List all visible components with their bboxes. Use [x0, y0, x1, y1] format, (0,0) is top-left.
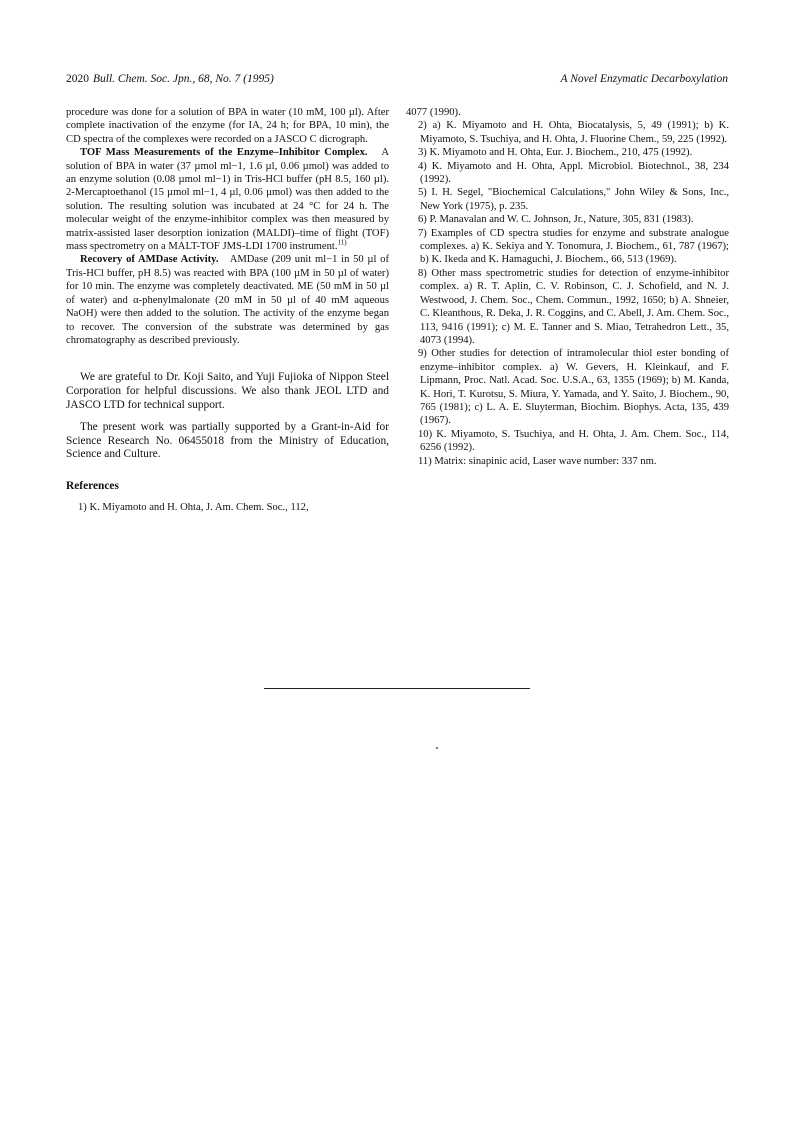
tof-body: A solution of BPA in water (37 µmol ml−1, 1.6 µl, 0.06 µmol) was added to an enzyme solution (0.08 µmol ml−1) in Tris-HCl buffer (pH 8.5, 160 µl). 2-Mercaptoethanol (15 µmol ml−1, 4 µl, 0.06 µmol) was then added to the solution. The resulting solution was incubated at 24 °C for 24 h. The molecular weight of the enzyme-inhibitor complex was then measured by matrix-assisted laser desorption ionization (MALDI)–time of flight (TOF) mass spectrometry on a MALT-TOF JMS-LDI 1700 instrument.	[66, 147, 390, 253]
reference-6: 6) P. Manavalan and W. C. Johnson, Jr., Nature, 305, 831 (1983).	[418, 214, 694, 226]
recovery-body: AMDase (209 unit ml−1 in 50 µl of Tris-HCl buffer, pH 8.5) was reacted with BPA (100 µM in 50 µl of water) for 10 min. The enzyme was completely deactivated. ME (50 mM in 50 µl of water) and α-phenylmalonate (20 mM in 50 µl of 40 mM aqueous NaOH) were then added to the solution. The activity of the enzyme began to recover. The conversion of the substrate was determined by gas chromatography as described previously.	[66, 254, 389, 346]
reference-3: 3) K. Miyamoto and H. Ohta, Eur. J. Biochem., 210, 475 (1992).	[418, 147, 693, 159]
reference-4: 4) K. Miyamoto and H. Ohta, Appl. Microbiol. Biotechnol., 38, 234 (1992).	[418, 160, 729, 186]
reference-7: 7) Examples of CD spectra studies for enzyme and substrate analogue complexes. a) K. Sekiya and Y. Tonomura, J. Biochem., 61, 787 (1967); b) K. Ikeda and K. Hamaguchi, J. Biochem., 66, 513 (1969).	[418, 227, 729, 266]
tof-footnote-ref: 11)	[337, 238, 347, 247]
section-divider	[264, 688, 530, 689]
references-heading: References	[66, 479, 119, 492]
recovery-section	[66, 253, 389, 347]
reference-9: 9) Other studies for detection of intramolecular thiol ester bonding of enzyme–inhibitor complex. a) W. Gevers, H. Kleinkauf, and F. Lipmann, Proc. Natl. Acad. Soc. U.S.A., 63, 1355 (1969); b) M. Kanda, K. Hori, T. Kurotsu, S. Miura, Y. Yamada, and Y. Saito, J. Biochem., 90, 765 (1981); c) L. A. E. Sluyterman, Biochim. Biophys. Acta, 135, 439 (1967).	[418, 348, 729, 427]
running-header	[66, 73, 728, 89]
right-column	[406, 106, 729, 468]
stray-dot	[436, 747, 438, 749]
recovery-heading: Recovery of AMDase Activity.	[80, 254, 219, 266]
page-number: 2020	[66, 73, 89, 85]
reference-11: 11) Matrix: sinapinic acid, Laser wave number: 337 nm.	[418, 455, 657, 467]
tof-section	[66, 146, 389, 253]
reference-8: 8) Other mass spectrometric studies for detection of enzyme-inhibitor complex. a) R. T. Aplin, C. V. Robinson, C. J. Schofield, and N. J. Westwood, J. Chem. Soc., Chem. Commun., 1992, 1650; b) A. Shneier, C. Kleanthous, R. Deka, J. R. Coggins, and C. Abell, J. Am. Chem. Soc., 113, 9416 (1991); c) M. E. Tanner and S. Miao, Tetrahedron Lett., 35, 4073 (1994).	[418, 267, 729, 346]
reference-10: 10) K. Miyamoto, S. Tsuchiya, and H. Ohta, J. Am. Chem. Soc., 114, 6256 (1992).	[418, 428, 729, 454]
running-title: A Novel Enzymatic Decarboxylation	[560, 73, 728, 85]
reference-5: 5) I. H. Segel, "Biochemical Calculations," John Wiley & Sons, Inc., New York (1975), p. 235.	[418, 187, 729, 212]
reference-1-continued: 4077 (1990).	[406, 107, 461, 118]
reference-2: 2) a) K. Miyamoto and H. Ohta, Biocatalysis, 5, 49 (1991); b) K. Miyamoto, S. Tsuchiya, and H. Ohta, J. Fluorine Chem., 59, 225 (1992).	[418, 120, 729, 145]
reference-1: 1) K. Miyamoto and H. Ohta, J. Am. Chem. Soc., 112,	[78, 502, 309, 514]
header-left	[66, 73, 274, 85]
tof-heading: TOF Mass Measurements of the Enzyme–Inhibitor Complex.	[80, 147, 368, 159]
procedure-paragraph: procedure was done for a solution of BPA in water (10 mM, 100 µl). After complete inactivation of the enzyme (for IA, 24 h; for BPA, 10 min), the CD spectra of the complexes were recorded on a JASCO C dicrograph.	[66, 107, 389, 145]
acknowledgement-2: The present work was partially supported by a Grant-in-Aid for Science Research No. 06455018 from the Ministry of Education, Science and Culture.	[66, 421, 389, 461]
journal-citation: Bull. Chem. Soc. Jpn., 68, No. 7 (1995)	[93, 73, 274, 85]
left-column	[66, 106, 389, 515]
acknowledgement-1: We are grateful to Dr. Koji Saito, and Yuji Fujioka of Nippon Steel Corporation for helpful discussions. We also thank JEOL LTD and JASCO LTD for technical support.	[66, 371, 389, 411]
